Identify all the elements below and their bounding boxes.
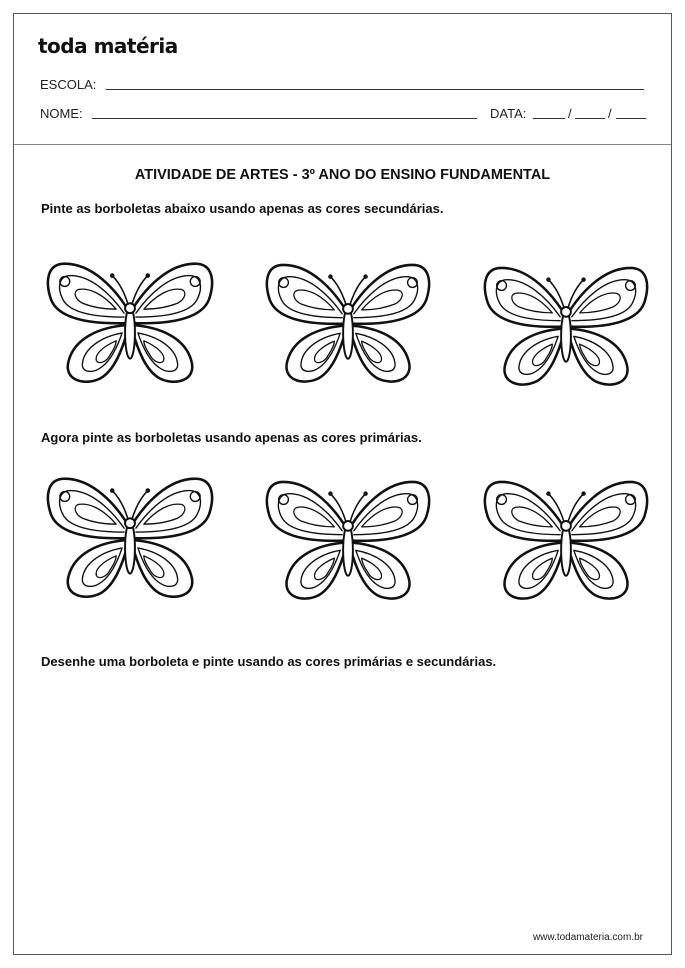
instruction-secondary-colors: Pinte as borboletas abaixo usando apenas as cores secundárias. [41,201,444,216]
header-divider [14,144,671,145]
date-label: DATA: [490,106,527,121]
school-label: ESCOLA: [40,77,97,92]
butterfly-icon [264,470,432,615]
brand-logo: toda matéria [38,34,178,58]
date-separator: / [568,106,572,121]
butterfly-icon [264,258,432,393]
page-title: ATIVIDADE DE ARTES - 3º ANO DO ENSINO FUNDAMENTAL [134,167,551,183]
date-year-line [616,118,646,119]
butterfly-icon [482,256,650,401]
date-separator: / [608,106,612,121]
footer-website: www.todamateria.com.br [532,932,643,943]
butterfly-icon [482,470,650,615]
name-line [92,118,477,119]
date-month-line [575,118,605,119]
instruction-primary-colors: Agora pinte as borboletas usando apenas as cores primárias. [41,430,422,445]
name-label: NOME: [40,106,83,121]
instruction-draw: Desenhe uma borboleta e pinte usando as cores primárias e secundárias. [41,654,497,669]
date-day-line [533,118,565,119]
butterfly-icon [45,250,215,400]
school-line [106,89,644,90]
butterfly-icon [45,465,215,615]
